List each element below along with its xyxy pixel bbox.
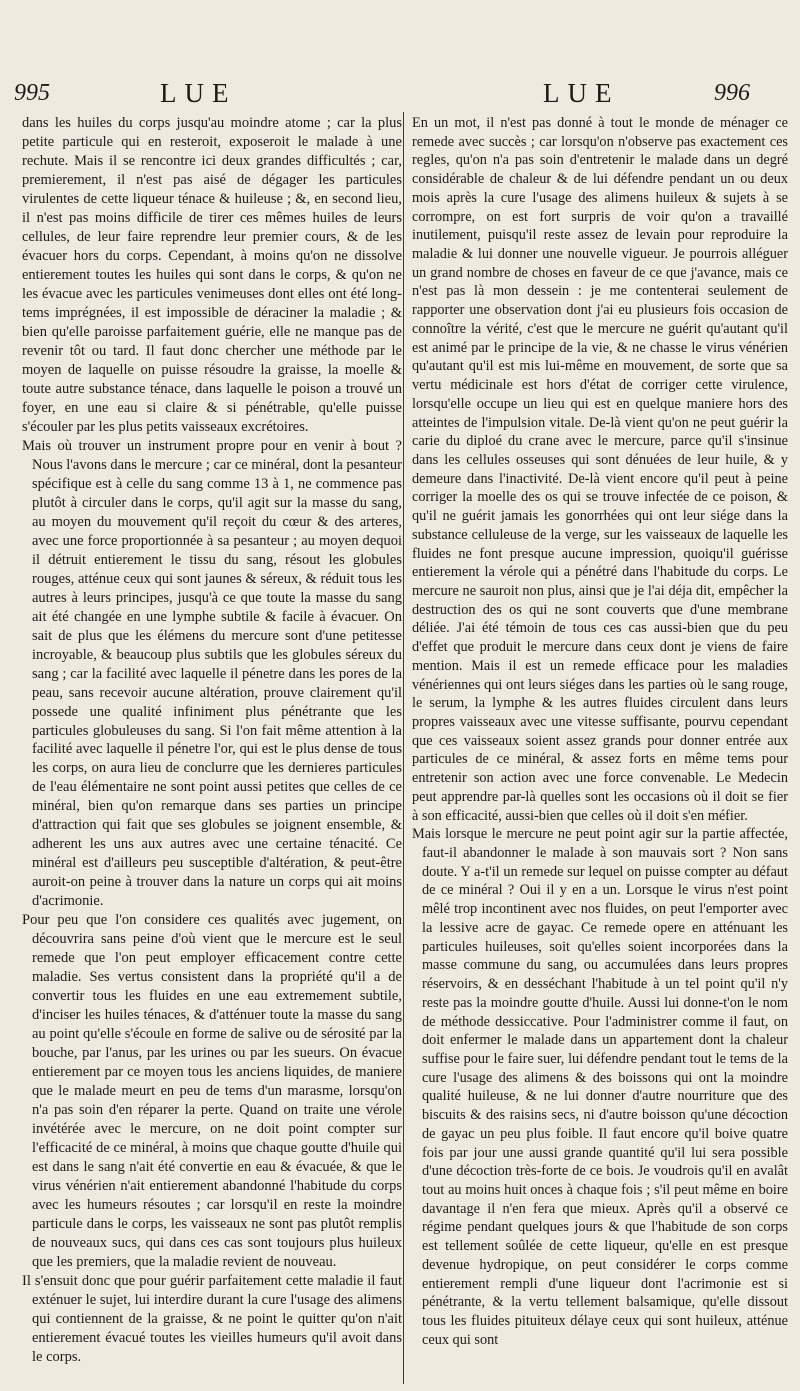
right-column bbox=[412, 114, 788, 1382]
left-paragraph-1: dans les huiles du corps jusqu'au moindre atome ; car la plus petite particule qui en resteroit, exposeroit le malade à une rechute. Mais il se rencontre ici deux grandes difficultés ; car, premierement, il n'est pas aisé de dégager les particules virulentes de cette liqueur ténace & huileuse ; &, en second lieu, il n'est pas moins difficile de tirer ces mêmes huiles de leurs cellules, de leur faire reprendre leur premier cours, & de les évacuer hors du corps. Cependant, à moins qu'on ne dissolve entierement toutes les huiles qui sont dans le corps, & qu'on ne les évacue avec les particules venimeuses dont elles ont été long-tems imprégnées, il est impossible de déraciner la maladie ; & bien qu'elle paroisse parfaitement guérie, elle ne manque pas de revenir tôt ou tard. Il faut donc chercher une méthode par le moyen de laquelle on puisse résoudre la graisse, la moelle & toute autre substance ténace, dans laquelle le poison a trouvé un foyer, en une eau si claire & si pénétrable, qu'elle puisse s'écouler par les plus petits vaisseaux excrétoires. bbox=[22, 115, 402, 435]
column-divider bbox=[403, 112, 404, 1384]
left-paragraph-4: Il s'ensuit donc que pour guérir parfaitement cette maladie il faut exténuer le sujet, lui interdire durant la cure l'usage des alimens qui contiennent de la graisse, & ne point le quitter qu'on n'ait entierement évacué toutes les vieilles humeurs qu'il avoit dans le corps. bbox=[22, 1273, 402, 1365]
right-paragraph-1: En un mot, il n'est pas donné à tout le monde de ménager ce remede avec succès ; car lorsqu'on n'observe pas exactement ces regles, qu'on n'a pas soin d'entretenir le malade dans un degré considérable de chaleur & de lui défendre pendant un ou deux mois après la cure l'usage des alimens huileux & sujets à se corrompre, on est fort surpris de voir qu'on a travaillé inutilement, puisqu'il reste assez de levain pour reproduire la maladie & lui donner une nouvelle vigueur. Je pourrois alléguer un grand nombre de choses en faveur de ce que j'avance, mais ce n'est pas là mon dessein : je me contenterai seulement de rapporter une observation dont j'ai eu plusieurs fois occasion de connoître la vérité, c'est que le mercure ne guérit qu'autant qu'il est animé par le principe de la vie, & ne chasse le virus vénérien qu'autant qu'il est mis lui-même en mouvement, de sorte que sa vertu médicinale est hors d'état de corriger cette virulence, lorsqu'elle occupe un lieu qui est en quelque maniere hors des atteintes de l'impulsion vitale. De-là vient qu'on ne peut guérir la carie du diploé du crane avec le mercure, parce qu'il s'insinue dans les cellules osseuses qui sont dénuées de leur huile, & y demeure dans l'inactivité. De-là vient encore qu'il peut à peine corriger la moelle des os qui se trouve infectée de ce poison, & qu'il ne guérit jamais les gonorrhées qui ont leur siége dans la substance celluleuse de la verge, sur les vaisseaux de laquelle les fluides ne font presque aucune impression, quoiqu'il guérisse entierement la vérole qui a pénétré dans l'habitude du corps. Le mercure ne sauroit non plus, ainsi que je l'ai déja dit, empêcher la destruction des os qui ne sont couverts que d'une membrane déliée. J'ai été témoin de tous ces cas aussi-bien que du peu d'effet que produit le mercure dans ceux dont je viens de faire mention. Mais il est un remede efficace pour les maladies vénériennes qui ont leurs siéges dans les parties où le sang rouge, le serum, la lymphe & les autres fluides circulent dans leurs propres vaisseaux avec une vitesse suffisante, pourvu cependant que ces vaisseaux soient assez grands pour donner entrée aux particules de ce minéral, & assez forts en même tems pour entretenir son action avec une force convenable. Le Medecin peut apprendre par-là quelles sont les occasions où il doit se fier à son efficacité, aussi-bien que celles où il doit s'en méfier. bbox=[412, 115, 788, 824]
left-paragraph-3: Pour peu que l'on considere ces qualités avec jugement, on découvrira sans peine d'où vient que le mercure est le seul remede que l'on peut employer efficacement contre cette maladie. Ses vertus consistent dans la propriété qu'il a de convertir tous les fluides en une eau extremement subtile, d'inciser les huiles ténaces, & d'atténuer toute la masse du sang au point qu'elle s'écoule en forme de salive ou de sérosité par la bouche, par l'anus, par les urines ou par les sueurs. On évacue entierement par ce moyen tous les anciens liquides, de maniere que le malade meurt en peu de tems d'un marasme, lorsqu'on n'a pas soin d'en réparer la perte. Quand on traite une vérole invétérée avec le mercure, on ne doit point compter sur l'efficacité de ce minéral, à moins que chaque goutte d'huile qui est dans le sang n'ait été convertie en eau & évacuée, & que le virus vénérien n'ait entierement abandonné l'habitude du corps avec les humeurs résoutes ; car lorsqu'il en reste la moindre particule dans le corps, les vaisseaux ne sont pas plutôt remplis de nouveaux sucs, qui dans ces cas sont toujours plus huileux que les premiers, que la maladie revient de nouveau. bbox=[22, 912, 402, 1271]
right-running-head: LUE bbox=[543, 78, 620, 108]
left-paragraph-2: Mais où trouver un instrument propre pour en venir à bout ? Nous l'avons dans le mercure ; car ce minéral, dont la pesanteur spécifique est à celle du sang comme 13 à 1, ne commence pas plutôt à circuler dans le corps, qu'il agit sur la masse du sang, au moyen du mouvement qu'il reçoit du cœur & des arteres, avec une force proportionnée à sa pesanteur ; au moyen dequoi il détruit entierement le tissu du sang, résout les globules rouges, atténue ceux qui sont jaunes & séreux, & réduit tous les autres à leurs principes, jusqu'à ce que toute la masse du sang ait été changée en une lymphe subtile & facile à évacuer. On sait de plus que les élémens du mercure sont d'une petitesse incroyable, & beaucoup plus subtils que les globules séreux du sang ; car la facilité avec laquelle il pénetre dans les pores de la peau, sans recevoir aucune altération, prouve clairement qu'il possede une qualité infiniment plus pénétrante que les particules globuleuses du sang. Si l'on fait même attention à la facilité avec laquelle il pénetre l'or, qui est le plus dense de tous les corps, on aura lieu de conclurre que les dernieres particules de l'eau élémentaire ne sont point aussi petites que celles de ce minéral, bien qu'on remarque dans ses parties un principe d'attraction qui fait que ses globules se joignent ensemble, & adherent les uns aux autres avec une certaine ténacité. Ce minéral est d'ailleurs peu susceptible d'altération, & peut-être auroit-on peine à trouver dans la nature un corps qui ait moins d'acrimonie. bbox=[22, 437, 402, 910]
page-header bbox=[0, 78, 800, 114]
right-paragraph-2: Mais lorsque le mercure ne peut point agir sur la partie affectée, faut-il abandonner le malade à son mauvais sort ? Non sans doute. Y a-t'il un remede sur lequel on puisse compter au défaut de ce minéral ? Oui il y en a un. Lorsque le virus n'est point mêlé trop incontinent avec nos fluides, on peut l'emporter avec la lessive acre de gayac. Ce remede opere en atténuant les particules huileuses, soit qu'elles soient incorporées dans la masse commune du sang, ou accumulées dans leurs propres réservoirs, & en desséchant l'habitude à un tel point qu'il n'y reste pas la moindre goutte d'huile. Aussi lui donne-t'on le nom de méthode dessiccative. Pour l'administrer comme il faut, on doit enfermer le malade dans un appartement dont la chaleur suffise pour le faire suer, lui défendre pendant tout le tems de la cure l'usage des alimens & des boissons qui ont la moindre qualité huileuse, & ne lui donner d'autre nourriture que des biscuits & des raisins secs, ni d'autre boisson qu'une décoction de gayac un peu plus foible. Il faut encore qu'il boive quatre fois par jour une aussi grande quantité qu'il lui sera possible d'une décoction très-forte de ce bois. Je voudrois qu'il en avalât tout au moins huit onces à chaque fois ; s'il peut même en boire davantage il n'en fera que mieux. Après qu'il a observé ce régime pendant quelques jours & que l'habitude de son corps est tellement soûlée de cette liqueur, qu'elle en est presque devenue hydropique, on peut considérer le corps comme entierement rempli d'une liqueur dont l'acrimonie est si pénétrante, & la vertu tellement balsamique, qu'elle dissout tous les fluides pituiteux délaye ceux qui sont huileux, atténue ceux qui sont bbox=[412, 826, 788, 1348]
left-running-head: LUE bbox=[160, 78, 237, 108]
right-page-number: 996 bbox=[714, 80, 750, 106]
left-column bbox=[22, 114, 402, 1382]
left-page-number: 995 bbox=[14, 80, 50, 106]
